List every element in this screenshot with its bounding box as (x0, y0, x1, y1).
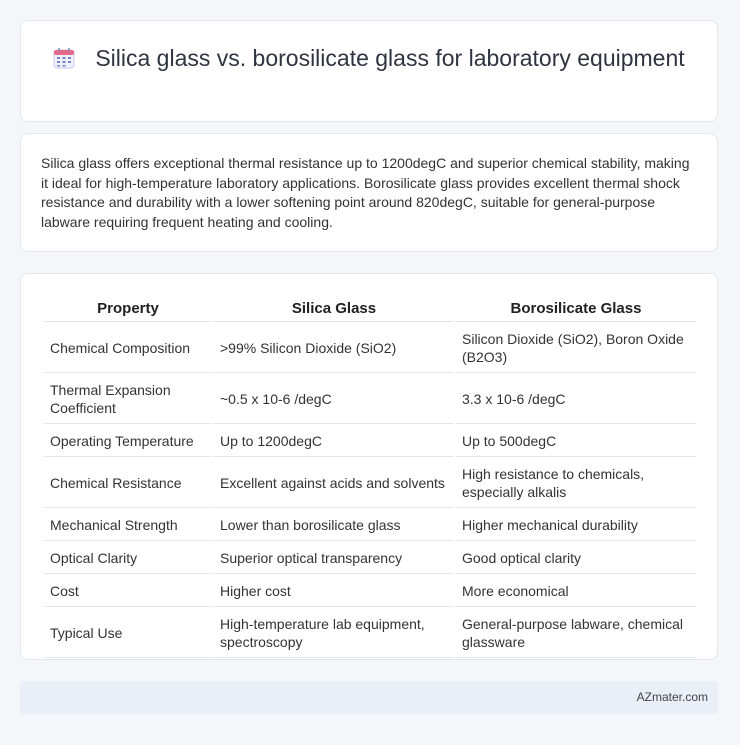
property-cell: Mechanical Strength (44, 510, 212, 541)
borosilicate-cell: More economical (456, 576, 696, 607)
table-header-row (44, 294, 696, 322)
table-row (44, 510, 696, 541)
property-cell: Optical Clarity (44, 543, 212, 574)
comparison-card (20, 273, 718, 660)
property-cell: Chemical Resistance (44, 459, 212, 508)
header-silica: Silica Glass (214, 294, 454, 322)
table-row (44, 426, 696, 457)
borosilicate-cell: Silicon Dioxide (SiO2), Boron Oxide (B2O3) (456, 324, 696, 373)
silica-cell: Excellent against acids and solvents (214, 459, 454, 508)
property-cell: Typical Use (44, 609, 212, 658)
silica-cell: High-temperature lab equipment, spectroscopy (214, 609, 454, 658)
table-row (44, 324, 696, 373)
page-title: Silica glass vs. borosilicate glass for laboratory equipment (95, 45, 685, 71)
silica-cell: Up to 1200degC (214, 426, 454, 457)
table-row (44, 543, 696, 574)
header-property: Property (44, 294, 212, 322)
header-borosilicate: Borosilicate Glass (456, 294, 696, 322)
silica-cell: Lower than borosilicate glass (214, 510, 454, 541)
silica-cell: >99% Silicon Dioxide (SiO2) (214, 324, 454, 373)
borosilicate-cell: 3.3 x 10-6 /degC (456, 375, 696, 424)
table-row (44, 576, 696, 607)
calendar-icon (53, 46, 75, 68)
silica-cell: Higher cost (214, 576, 454, 607)
table-row (44, 375, 696, 424)
property-cell: Thermal Expansion Coefficient (44, 375, 212, 424)
summary-card (20, 133, 718, 252)
comparison-table (42, 292, 698, 660)
silica-cell: ~0.5 x 10-6 /degC (214, 375, 454, 424)
page-title-wrap (21, 43, 717, 73)
footer-bar (20, 681, 718, 714)
table-row (44, 459, 696, 508)
borosilicate-cell: Higher mechanical durability (456, 510, 696, 541)
borosilicate-cell: Good optical clarity (456, 543, 696, 574)
borosilicate-cell: High resistance to chemicals, especially alkalis (456, 459, 696, 508)
property-cell: Operating Temperature (44, 426, 212, 457)
silica-cell: Superior optical transparency (214, 543, 454, 574)
summary-text: Silica glass offers exceptional thermal resistance up to 1200degC and superior chemical stability, making it ideal for high-temperature laboratory applications. Borosilicate glass provides excellent thermal shock resistance and durability with a lower softening point around 820degC, suitable for general-purpose labware requiring frequent heating and cooling. (41, 155, 690, 230)
property-cell: Cost (44, 576, 212, 607)
footer-brand: AZmater.com (636, 690, 708, 704)
title-card (20, 20, 718, 122)
borosilicate-cell: General-purpose labware, chemical glassware (456, 609, 696, 658)
borosilicate-cell: Up to 500degC (456, 426, 696, 457)
property-cell: Chemical Composition (44, 324, 212, 373)
table-row (44, 609, 696, 658)
